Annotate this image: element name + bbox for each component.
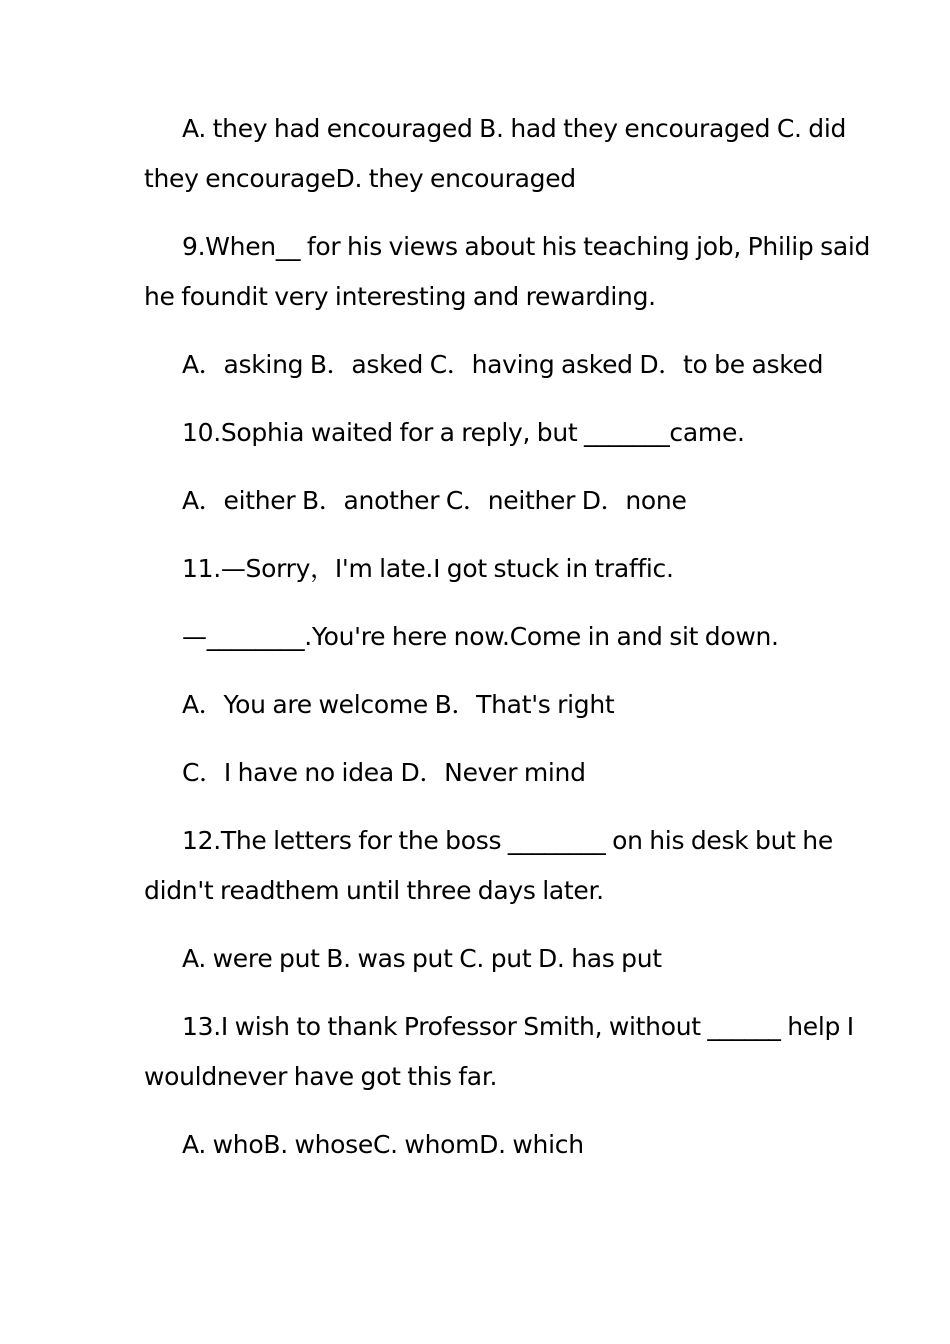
option-line-q8: A. they had encouraged B. had they encouraged C. did they encourageD. they encouraged	[144, 114, 847, 193]
option-line-q10: A．either B．another C．neither D．none	[182, 486, 687, 515]
question-11: 11.—Sorry，I'm late.I got stuck in traffic.	[182, 554, 674, 583]
question-12: 12.The letters for the boss ________ on his desk but he didn't readthem until three days later.	[144, 826, 833, 905]
question-13: 13.I wish to thank Professor Smith, without ______ help I wouldnever have got this far.	[144, 1012, 854, 1091]
option-line-q9: A．asking B．asked C．having asked D．to be asked	[182, 350, 824, 379]
option-line-q13: A. whoB. whoseC. whomD. which	[182, 1130, 584, 1159]
option-line-q11-ab: A．You are welcome B．That's right	[182, 690, 615, 719]
question-10: 10.Sophia waited for a reply, but _______came.	[182, 418, 745, 447]
document-body	[144, 104, 874, 1188]
option-line-q12: A. were put B. was put C. put D. has put	[182, 944, 662, 973]
question-9: 9.When__ for his views about his teaching job, Philip said he foundit very interesting and rewarding.	[144, 232, 871, 311]
question-11-reply: —________.You're here now.Come in and sit down.	[182, 622, 779, 651]
option-line-q11-cd: C．I have no idea D．Never mind	[182, 758, 586, 787]
